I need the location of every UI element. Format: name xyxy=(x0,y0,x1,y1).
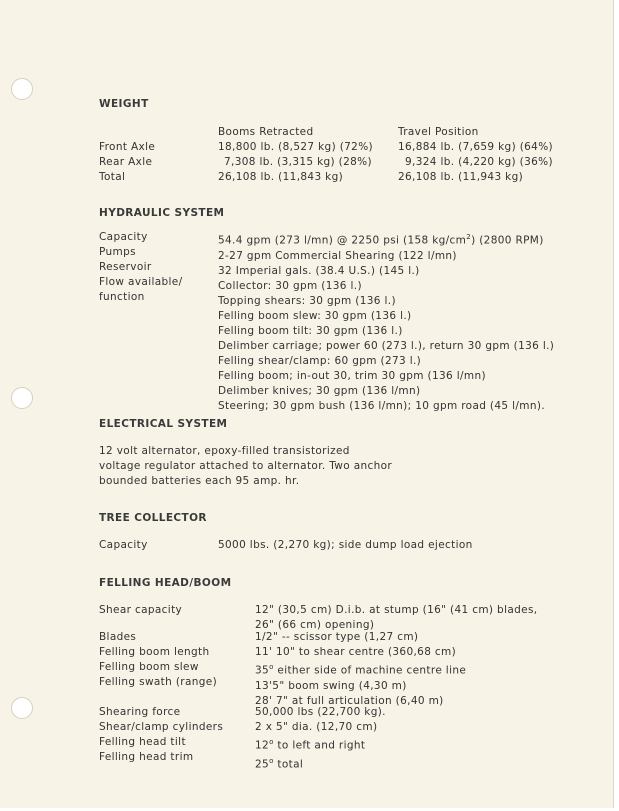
collector-heading: TREE COLLECTOR xyxy=(99,512,207,524)
weight-total-travel: 26,108 lb. (11,943 kg) xyxy=(398,171,524,183)
weight-front-travel: 16,884 lb. (7,659 kg) (64%) xyxy=(398,141,553,153)
hydraulic-label: Capacity xyxy=(99,231,148,243)
shearing-force-value: 50,000 lbs (22,700 kg). xyxy=(255,706,386,718)
trim-value xyxy=(255,754,386,773)
degree-sup: o xyxy=(269,663,274,671)
hydraulic-values xyxy=(218,230,554,414)
weight-front-retracted: 18,800 lb. (8,527 kg) (72%) xyxy=(218,141,373,153)
hydraulic-value: Topping shears: 30 gpm (136 l.) xyxy=(218,294,396,307)
felling-label: Blades xyxy=(99,631,137,643)
hydraulic-value: 32 Imperial gals. (38.4 U.S.) (145 l.) xyxy=(218,264,420,277)
collector-label: Capacity xyxy=(99,539,148,551)
felling-label: Felling boom length xyxy=(99,646,210,658)
hydraulic-value: Felling boom; in-out 30, trim 30 gpm (136 l/mn) xyxy=(218,369,486,382)
electrical-text xyxy=(99,444,392,489)
slew-text: either side of machine centre line xyxy=(273,664,467,677)
felling-label: Shearing force xyxy=(99,706,181,718)
shear-capacity-line: 12" (30,5 cm) D.i.b. at stump (16" (41 cm) blades, xyxy=(255,604,538,616)
shear-capacity-line: 26" (66 cm) opening) xyxy=(255,619,375,631)
tilt-number: 12 xyxy=(255,739,270,752)
punch-hole xyxy=(11,697,33,719)
felling-label: Felling head trim xyxy=(99,751,194,763)
hydraulic-value: Felling boom slew: 30 gpm (136 l.) xyxy=(218,309,412,322)
weight-total-retracted: 26,108 lb. (11,843 kg) xyxy=(218,171,344,183)
collector-value: 5000 lbs. (2,270 kg); side dump load ejection xyxy=(218,539,473,551)
shear-capacity-values xyxy=(255,603,537,633)
boom-length-value: 11' 10" to shear centre (360,68 cm) xyxy=(255,646,457,658)
hydraulic-value: Steering; 30 gpm bush (136 l/mn); 10 gpm road (45 l/mn). xyxy=(218,399,546,412)
capacity-superscript: 2 xyxy=(466,233,472,241)
trim-number: 25 xyxy=(255,758,270,770)
degree-sup: o xyxy=(269,738,274,746)
felling-values-2 xyxy=(255,705,386,772)
hydraulic-value: Delimber knives; 30 gpm (136 l/mn) xyxy=(218,384,421,397)
hydraulic-label: Pumps xyxy=(99,246,136,258)
cylinders-value: 2 x 5" dia. (12,70 cm) xyxy=(255,721,378,733)
felling-labels xyxy=(99,630,217,690)
hydraulic-value: 2-27 gpm Commercial Shearing (122 l/mn) xyxy=(218,249,457,262)
swath-value: 13'5" boom swing (4,30 m) xyxy=(255,679,407,692)
slew-number: 35 xyxy=(255,664,270,677)
hydraulic-capacity-value xyxy=(218,230,554,249)
hydraulic-label: function xyxy=(99,291,145,303)
weight-rear-travel: 9,324 lb. (4,220 kg) (36%) xyxy=(405,156,553,168)
hydraulic-value: Collector: 30 gpm (136 l.) xyxy=(218,279,362,292)
hydraulic-labels xyxy=(99,230,183,305)
weight-heading: WEIGHT xyxy=(99,98,149,110)
shear-capacity-label: Shear capacity xyxy=(99,604,183,616)
punch-hole xyxy=(11,78,33,100)
booms-retracted-header: Booms Retracted xyxy=(218,126,314,138)
felling-labels-2 xyxy=(99,705,223,765)
punch-hole xyxy=(11,387,33,409)
hydraulic-value: Delimber carriage; power 60 (273 l.), return 30 gpm (136 l.) xyxy=(218,339,555,352)
boom-slew-value xyxy=(255,660,466,679)
felling-label: Felling boom slew xyxy=(99,661,199,673)
hydraulic-value: Felling boom tilt: 30 gpm (136 l.) xyxy=(218,324,403,337)
felling-values xyxy=(255,630,466,709)
trim-text: total xyxy=(273,758,304,770)
electrical-heading: ELECTRICAL SYSTEM xyxy=(99,418,228,430)
hydraulic-value: Felling shear/clamp: 60 gpm (273 l.) xyxy=(218,354,422,367)
weight-rear-retracted: 7,308 lb. (3,315 kg) (28%) xyxy=(224,156,372,168)
electrical-line: 12 volt alternator, epoxy-filled transistorized xyxy=(99,445,350,457)
travel-position-header: Travel Position xyxy=(398,126,479,138)
weight-label-front-axle: Front Axle xyxy=(99,141,156,153)
swath-value: 28' 7" at full articulation (6,40 m) xyxy=(255,694,444,707)
degree-sup: o xyxy=(269,756,274,765)
felling-label: Shear/clamp cylinders xyxy=(99,721,224,733)
weight-label-total: Total xyxy=(99,171,126,183)
capacity-text: 54.4 gpm (273 l/mn) @ 2250 psi (158 kg/cm xyxy=(218,234,467,247)
electrical-line: bounded batteries each 95 amp. hr. xyxy=(99,475,300,487)
weight-label-rear-axle: Rear Axle xyxy=(99,156,153,168)
hydraulic-label: Flow available/ xyxy=(99,276,183,288)
tilt-value xyxy=(255,735,386,754)
electrical-line: voltage regulator attached to alternator. Two anchor xyxy=(99,460,393,472)
felling-label: Felling head tilt xyxy=(99,736,186,748)
capacity-text-end: ) (2800 RPM) xyxy=(471,234,544,247)
tilt-text: to left and right xyxy=(273,739,366,752)
hydraulic-label: Reservoir xyxy=(99,261,152,273)
felling-heading: FELLING HEAD/BOOM xyxy=(99,577,232,589)
hydraulic-heading: HYDRAULIC SYSTEM xyxy=(99,207,225,219)
felling-label: Felling swath (range) xyxy=(99,676,218,688)
blades-value: 1/2" -- scissor type (1,27 cm) xyxy=(255,631,419,643)
